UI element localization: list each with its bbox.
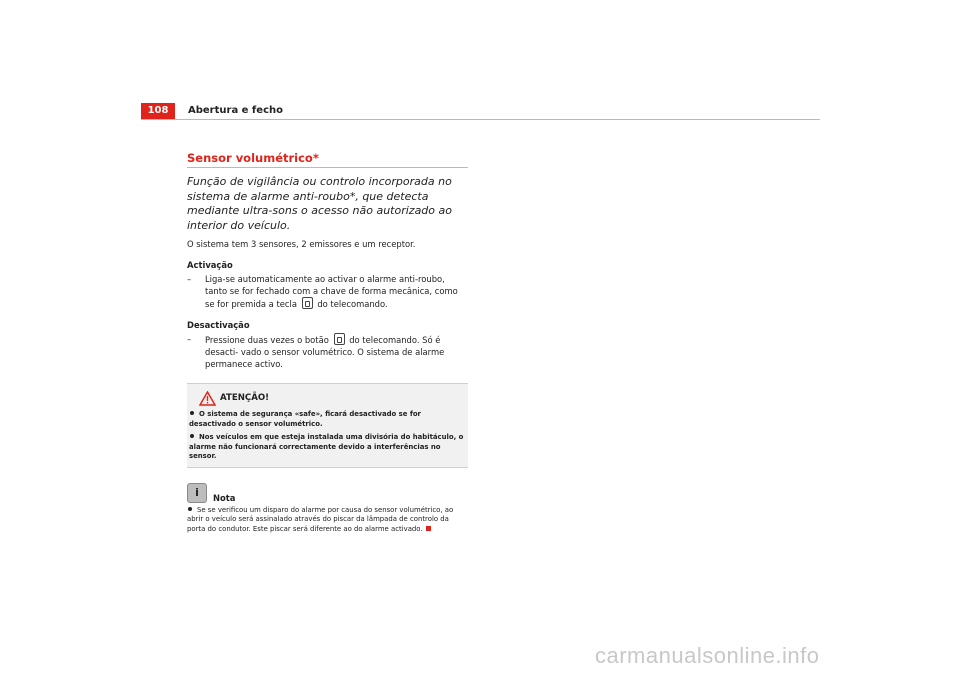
chapter-title: Abertura e fecho <box>188 105 283 116</box>
warning-item-text: Nos veículos em que esteja instalada uma divisória do habitáculo, o alarme não funcionará correctamente devido a interferências no sensor. <box>189 433 464 460</box>
activation-heading: Activação <box>187 260 233 270</box>
note-item <box>187 506 468 535</box>
deactivation-step <box>187 333 468 370</box>
warning-item <box>189 410 466 429</box>
content-column <box>187 151 468 534</box>
watermark: carmanualsonline.info <box>595 643 820 668</box>
activation-step <box>187 273 468 310</box>
activation-step-text-end: do telecomando. <box>317 299 388 309</box>
deactivation-step-text-end: do telecomando. Só é desacti- vado o sensor volumétrico. O sistema de alarme permanece activo. <box>205 335 445 369</box>
page-number: 108 <box>141 103 175 119</box>
warning-triangle-icon <box>199 391 216 406</box>
section-end-mark <box>426 526 431 531</box>
activation-step-text: Liga-se automaticamente ao activar o alarme anti-roubo, tanto se for fechado com a chave de forma mecânica, como se for premida a tecla <box>205 274 458 309</box>
deactivation-step-text: Pressione duas vezes o botão <box>205 335 329 345</box>
note-header <box>187 483 468 503</box>
section-intro: Função de vigilância ou controlo incorporada no sistema de alarme anti-roubo*, que detecta mediante ultra-sons o acesso não autorizado ao interior do veículo. <box>187 175 452 232</box>
warning-box <box>187 383 468 468</box>
lock-key-icon <box>302 297 313 309</box>
step-dash: – <box>187 334 192 344</box>
warning-item-text: O sistema de segurança «safe», ficará desactivado se for desactivado o sensor volumétrico. <box>189 410 421 428</box>
info-note-icon: i <box>187 483 207 503</box>
deactivation-heading: Desactivação <box>187 320 250 330</box>
warning-title: ATENÇÃO! <box>220 393 270 403</box>
section-title: Sensor volumétrico* <box>187 151 468 168</box>
step-dash: – <box>187 274 192 284</box>
bullet-icon <box>190 434 194 438</box>
bullet-icon <box>188 507 192 511</box>
note-item-text: Se se verificou um disparo do alarme por causa do sensor volumétrico, ao abrir o veículo será assinalado através do piscar da lâmpada de controlo da porta do condutor. Este piscar será diferente ao do alarme activado. <box>187 505 454 533</box>
warning-item <box>189 433 466 462</box>
page-header <box>141 103 820 120</box>
lock-key-icon <box>334 333 345 345</box>
bullet-icon <box>190 411 194 415</box>
note-title: Nota <box>213 492 236 503</box>
warning-header <box>199 390 466 406</box>
body-text: O sistema tem 3 sensores, 2 emissores e um receptor. <box>187 239 416 249</box>
